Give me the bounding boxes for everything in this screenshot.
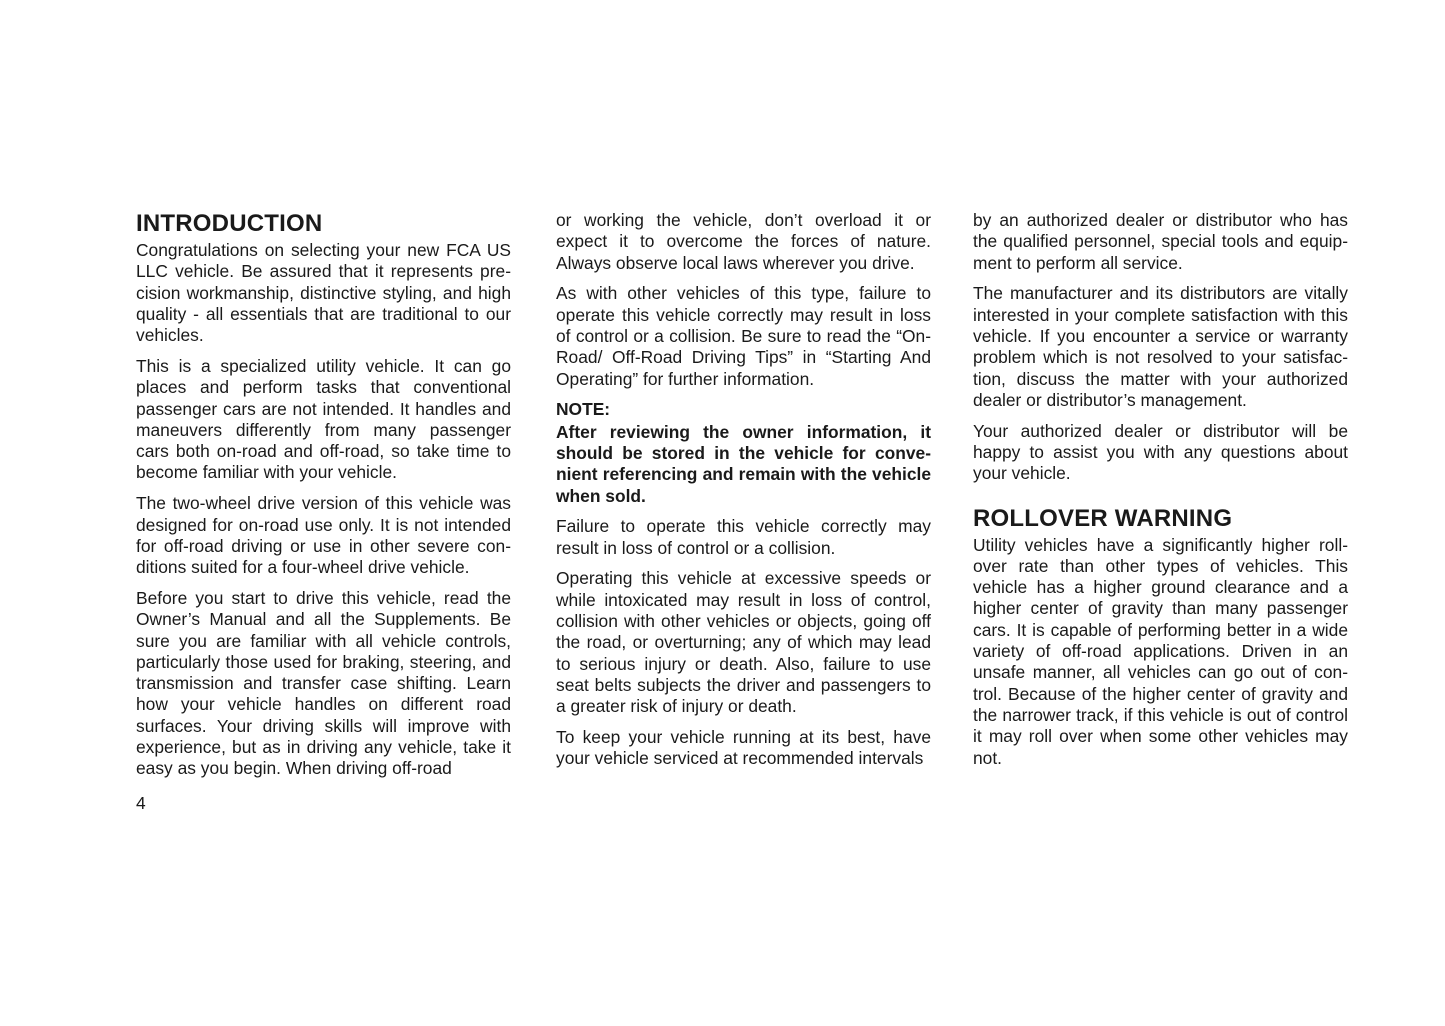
paragraph-off-road-continued: or working the vehicle, don’t overload it or expect it to overcome the forces of nature. Always observe local laws wherever you drive. xyxy=(556,210,931,273)
paragraph-specialized-vehicle: This is a specialized utility vehicle. It can go places and perform tasks that conventional passenger cars are not intended. It handles and maneuvers differently from many passenger cars both on-road and off-road, so take time to become familiar with your vehicle. xyxy=(136,355,511,483)
heading-introduction: INTRODUCTION xyxy=(136,210,323,237)
paragraph-before-you-drive: Before you start to drive this vehicle, read the Owner’s Manual and all the Supplements. Be sure you are familiar with all vehicle controls, particularly those used for braking, steering, and transmission and transfer case shifting. Learn how your vehicle handles on different road surfaces. Your driving skills will improve with experience, but as in driving any vehicle, take it easy as you begin. When driving off-road xyxy=(136,587,511,779)
paragraph-failure-to-operate-tips: As with other vehicles of this type, failure to operate this vehicle correctly may result in loss of control or a collision. Be sure to read the “On-Road/ Off-Road Driving Tips” in “Starting And Operating” for further information. xyxy=(556,283,931,389)
heading-rollover-warning: ROLLOVER WARNING xyxy=(973,504,1233,532)
paragraph-authorized-dealer: by an authorized dealer or distributor who has the qualified personnel, special tools and equipment to perform all service. xyxy=(973,210,1348,273)
page-number: 4 xyxy=(136,793,146,813)
paragraph-excessive-speeds: Operating this vehicle at excessive speeds or while intoxicated may result in loss of control, collision with other vehicles or objects, going off the road, or overturning; any of which may lead to serious injury or death. Also, failure to use seat belts subjects the driver and passengers to a greater risk of injury or death. xyxy=(556,568,931,717)
paragraph-dealer-assist: Your authorized dealer or distributor will be happy to assist you with any questions about your vehicle. xyxy=(973,420,1348,484)
paragraph-congratulations: Congratulations on selecting your new FCA US LLC vehicle. Be assured that it represents precision workmanship, distinctive styling, and high quality - all essentials that are traditional to our vehicles. xyxy=(136,240,511,346)
paragraph-manufacturer-satisfaction: The manufacturer and its distributors are vitally interested in your complete satisfaction with this vehicle. If you encounter a service or warranty problem which is not resolved to your satisfaction, discuss the matter with your authorized dealer or distributor’s management. xyxy=(973,283,1348,410)
column-right xyxy=(973,210,1348,778)
note-label: NOTE: xyxy=(556,399,611,420)
paragraph-rollover: Utility vehicles have a significantly higher rollover rate than other types of vehicles. This vehicle has a higher ground clearance and a higher center of gravity than many passenger cars. It is capable of performing better in a wide variety of off-road applications. Driven in an unsafe manner, all vehicles can go out of control. Because of the higher center of gravity and the narrower track, if this vehicle is out of control it may roll over when some other vehicles may not. xyxy=(973,534,1348,768)
column-introduction xyxy=(136,209,511,789)
paragraph-two-wheel-drive: The two-wheel drive version of this vehicle was designed for on-road use only. It is not intended for off-road driving or use in other severe conditions suited for a four-wheel drive vehicle. xyxy=(136,493,511,578)
paragraph-service-intervals: To keep your vehicle running at its best, have your vehicle serviced at recommended intervals xyxy=(556,727,931,769)
note-text: After reviewing the owner information, it should be stored in the vehicle for convenient referencing and remain with the vehicle when sold. xyxy=(556,421,931,506)
paragraph-loss-of-control: Failure to operate this vehicle correctly may result in loss of control or a collision. xyxy=(556,516,931,558)
column-middle xyxy=(556,210,931,779)
